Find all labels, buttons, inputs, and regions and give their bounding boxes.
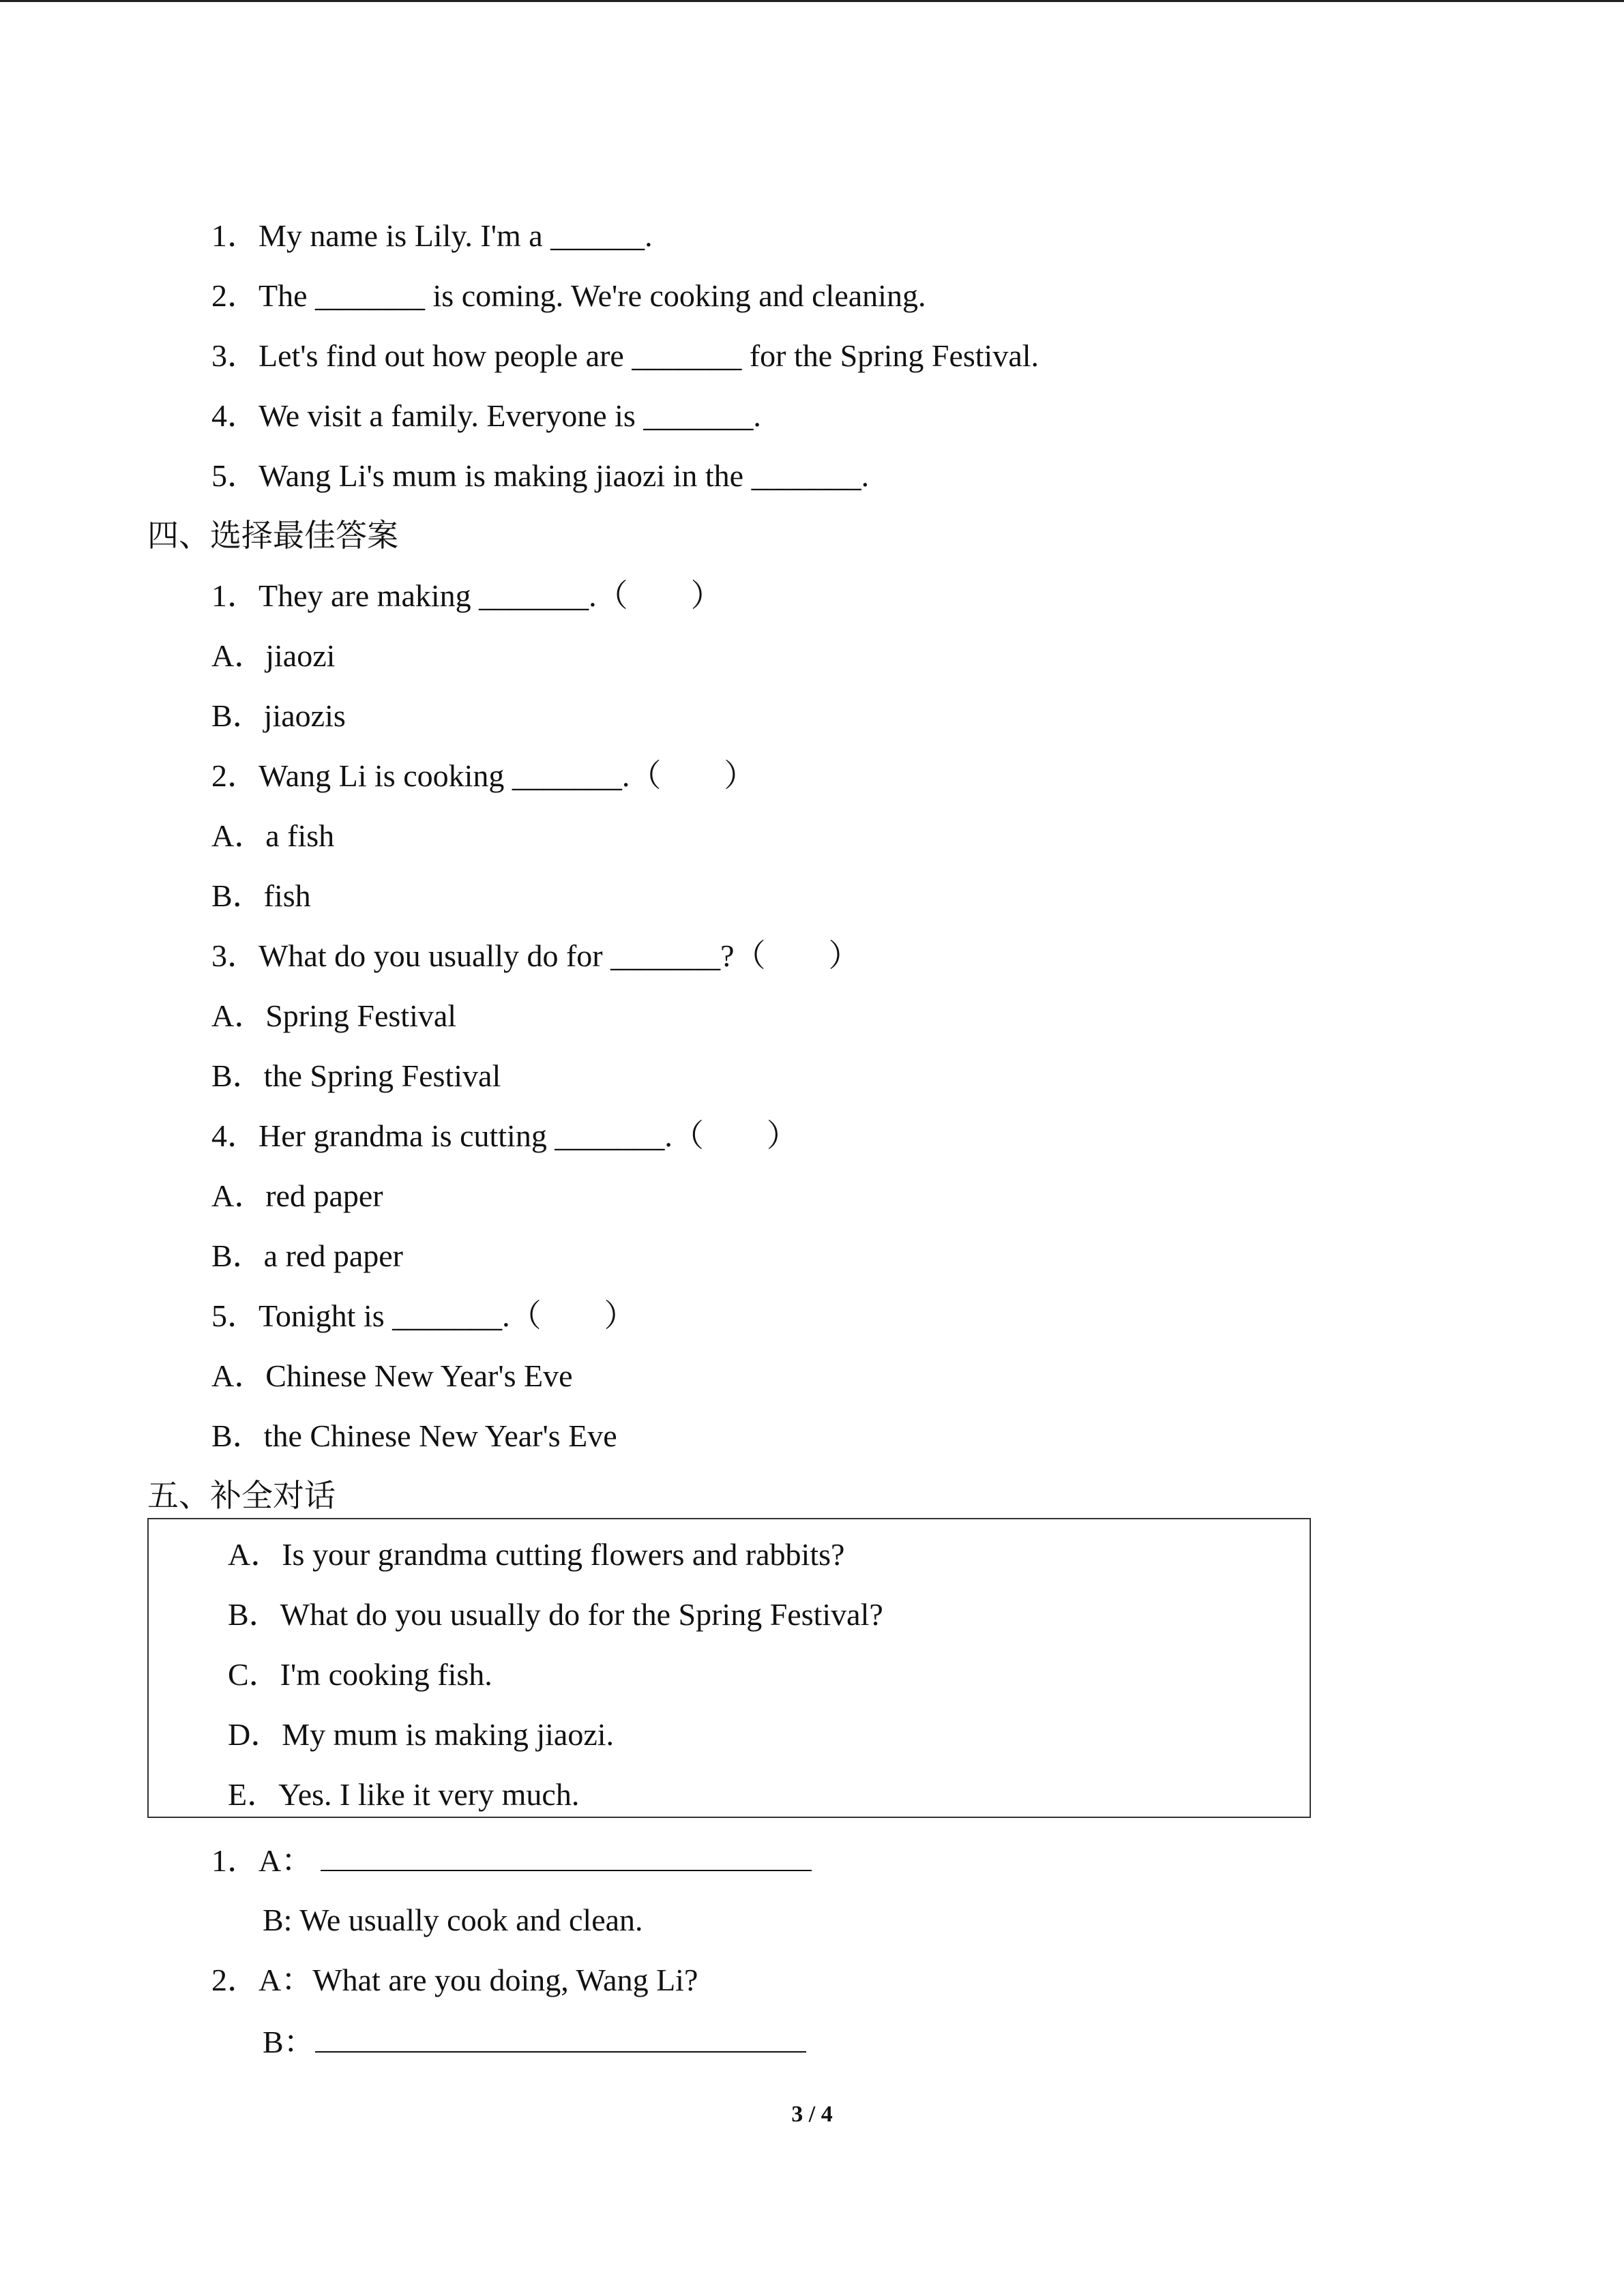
dialogue-option-e: E．Yes. I like it very much. [228, 1777, 580, 1812]
dialogue-1-a-label: 1．A： [211, 1843, 313, 1878]
options-box [147, 1518, 1311, 1818]
fill-blank-1: 1．My name is Lily. I'm a ______. [211, 218, 653, 253]
question-4: 4．Her grandma is cutting _______.（ ） [211, 1118, 798, 1153]
question-1-option-b: B．jiaozis [211, 698, 346, 733]
question-5-option-a: A．Chinese New Year's Eve [211, 1358, 573, 1393]
dialogue-option-d: D．My mum is making jiaozi. [228, 1717, 615, 1752]
fill-blank-5: 5．Wang Li's mum is making jiaozi in the _______. [211, 458, 870, 493]
question-5-option-b: B．the Chinese New Year's Eve [211, 1418, 617, 1453]
dialogue-2-b [263, 2021, 806, 2061]
fill-blank-4: 4．We visit a family. Everyone is _______. [211, 398, 761, 433]
dialogue-1-b: B: We usually cook and clean. [263, 1903, 643, 1937]
answer-blank-2 [315, 2021, 806, 2053]
question-2-option-b: B．fish [211, 878, 311, 913]
question-4-option-b: B．a red paper [211, 1238, 403, 1273]
question-3: 3．What do you usually do for _______?（ ） [211, 938, 860, 973]
question-4-option-a: A．red paper [211, 1178, 383, 1213]
dialogue-2-b-label: B： [263, 2025, 315, 2059]
dialogue-2-a: 2．A：What are you doing, Wang Li? [211, 1963, 698, 1997]
dialogue-1-a [211, 1840, 812, 1880]
dialogue-option-a: A．Is your grandma cutting flowers and rabbits? [228, 1537, 845, 1572]
dialogue-option-b: B．What do you usually do for the Spring Festival? [228, 1597, 883, 1632]
question-3-option-b: B．the Spring Festival [211, 1058, 501, 1093]
question-1: 1．They are making _______.（ ） [211, 578, 722, 613]
question-2: 2．Wang Li is cooking _______.（ ） [211, 758, 756, 793]
question-2-option-a: A．a fish [211, 818, 335, 853]
fill-blank-3: 3．Let's find out how people are _______ for the Spring Festival. [211, 338, 1039, 373]
section-4-title: 四、选择最佳答案 [147, 518, 398, 553]
fill-blank-2: 2．The _______ is coming. We're cooking and cleaning. [211, 278, 926, 313]
question-5: 5．Tonight is _______.（ ） [211, 1298, 636, 1333]
dialogue-option-c: C．I'm cooking fish. [228, 1657, 492, 1692]
section-5-title: 五、补全对话 [147, 1478, 336, 1513]
page-number: 3 / 4 [791, 2102, 833, 2127]
question-3-option-a: A．Spring Festival [211, 998, 457, 1033]
answer-blank-1 [321, 1840, 812, 1871]
question-1-option-a: A．jiaozi [211, 638, 336, 673]
page-top-border [0, 0, 1624, 2]
